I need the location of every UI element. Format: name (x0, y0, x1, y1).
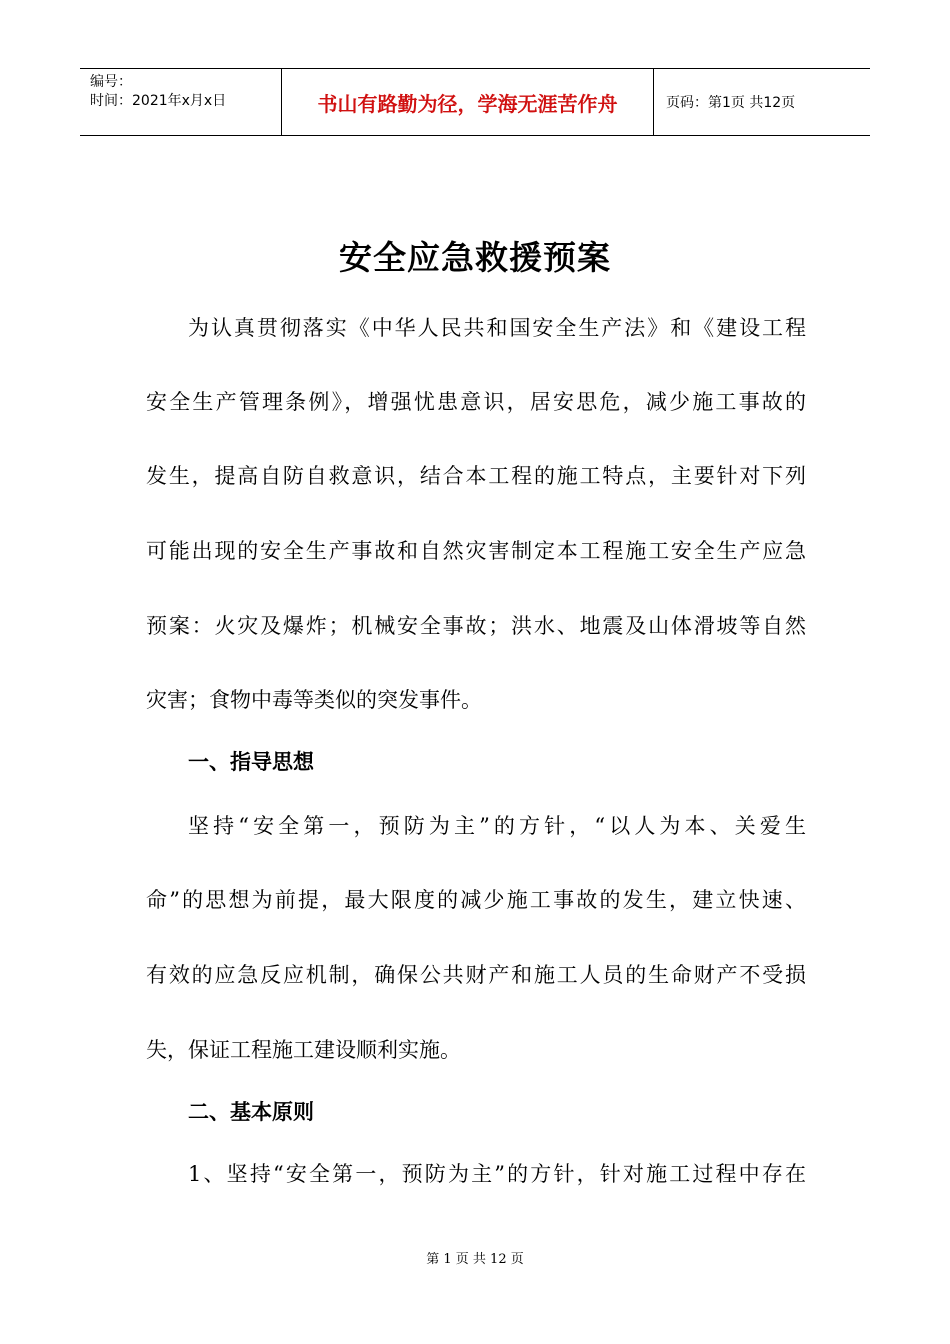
body-line: 有效的应急反应机制，确保公共财产和施工人员的生命财产不受损 (146, 963, 806, 987)
header-number-label: 编号： (90, 74, 132, 90)
header-page-info: 页码：第1页 共12页 (666, 95, 796, 111)
header-motto: 书山有路勤为径，学海无涯苦作舟 (282, 69, 654, 135)
section-heading: 二、基本原则 (188, 1099, 314, 1124)
page-footer: 第 1 页 共 12 页 (426, 1252, 524, 1267)
body-line: 1、坚持“安全第一，预防为主”的方针，针对施工过程中存在 (188, 1162, 806, 1186)
header-meta-cell (80, 69, 282, 135)
document-title: 安全应急救援预案 (339, 238, 611, 277)
section-heading: 一、指导思想 (188, 749, 314, 774)
body-line: 命”的思想为前提，最大限度的减少施工事故的发生，建立快速、 (146, 888, 806, 912)
body-line: 失，保证工程施工建设顺利实施。 (146, 1038, 461, 1062)
body-line: 坚持“安全第一，预防为主”的方针，“以人为本、关爱生 (188, 814, 806, 838)
document-header (80, 68, 870, 136)
header-time-label: 时间：2021年x月x日 (90, 93, 227, 109)
body-line: 预案：火灾及爆炸；机械安全事故；洪水、地震及山体滑坡等自然 (146, 614, 806, 638)
body-line: 安全生产管理条例》，增强忧患意识，居安思危，减少施工事故的 (146, 390, 806, 414)
body-line: 为认真贯彻落实《中华人民共和国安全生产法》和《建设工程 (188, 316, 806, 340)
body-line: 灾害；食物中毒等类似的突发事件。 (146, 688, 482, 712)
body-line: 发生，提高自防自救意识，结合本工程的施工特点，主要针对下列 (146, 464, 806, 488)
body-line: 可能出现的安全生产事故和自然灾害制定本工程施工安全生产应急 (146, 539, 806, 563)
